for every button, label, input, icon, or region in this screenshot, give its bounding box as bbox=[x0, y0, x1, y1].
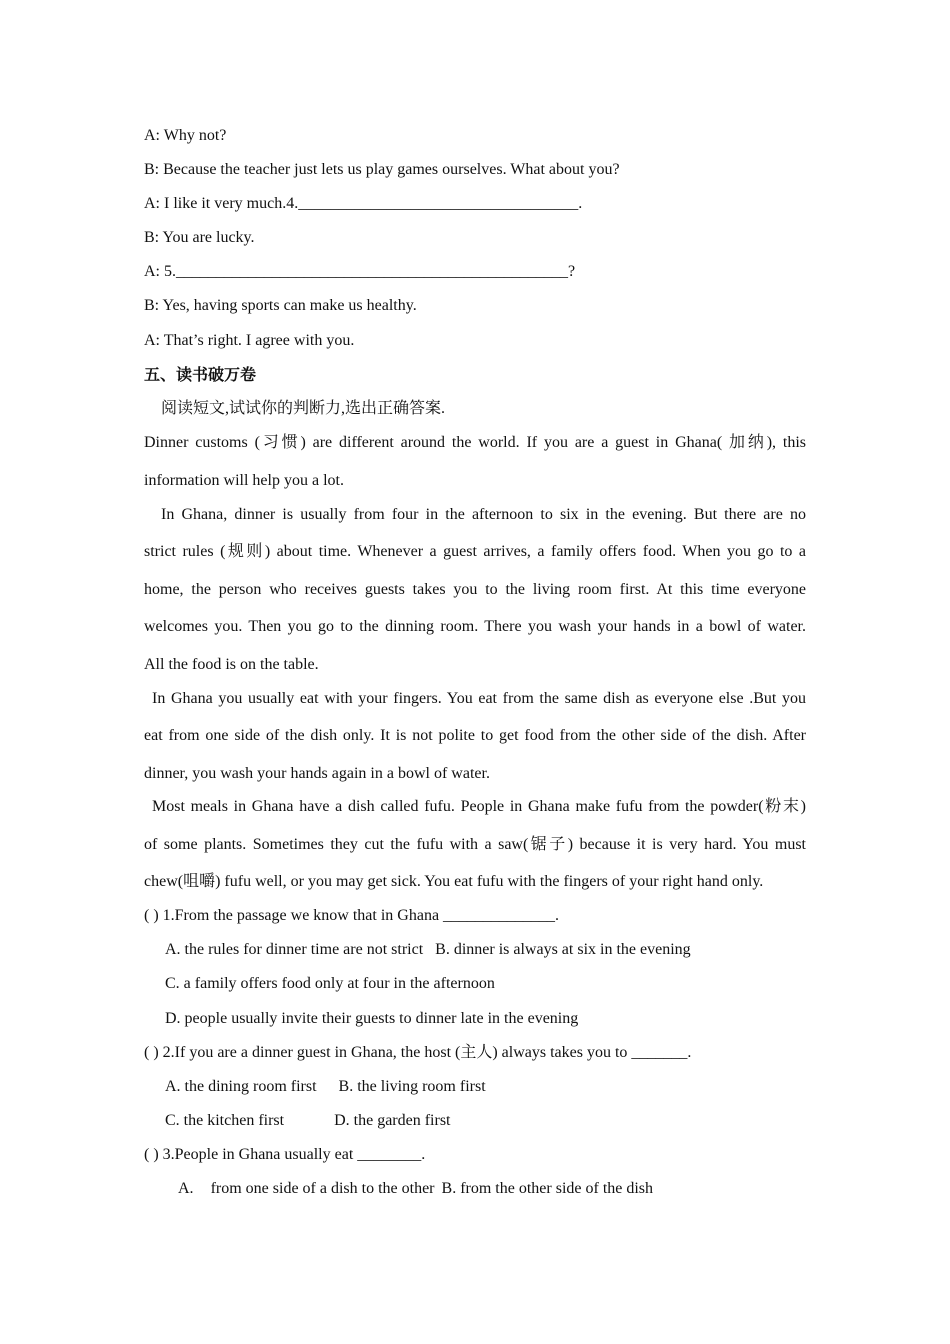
passage-line: of some plants. Sometimes they cut the fufu with a saw(锯子) because it is very hard. You must bbox=[144, 836, 806, 853]
dialogue-line: B: Yes, having sports can make us healthy. bbox=[144, 297, 417, 314]
question-options-row bbox=[178, 1179, 653, 1199]
passage-line: welcomes you. Then you go to the dinning room. There you wash your hands in a bowl of water. bbox=[144, 618, 806, 635]
passage-line: In Ghana you usually eat with your fingers. You eat from the same dish as everyone else .But you bbox=[152, 690, 806, 707]
passage-line: Most meals in Ghana have a dish called fufu. People in Ghana make fufu from the powder(粉末) bbox=[152, 798, 806, 815]
dialogue-line: A: Why not? bbox=[144, 127, 227, 144]
section-instruction: 阅读短文,试试你的判断力,选出正确答案. bbox=[161, 400, 446, 417]
question-options-row bbox=[165, 1111, 451, 1131]
option-c: C. a family offers food only at four in the afternoon bbox=[165, 975, 495, 992]
passage-line: chew(咀嚼) fufu well, or you may get sick. You eat fufu with the fingers of your right hand only. bbox=[144, 873, 764, 890]
passage-line: All the food is on the table. bbox=[144, 656, 319, 673]
dialogue-line: B: Because the teacher just lets us play games ourselves. What about you? bbox=[144, 161, 620, 178]
passage-line: strict rules (规则) about time. Whenever a guest arrives, a family offers food. When you go to a bbox=[144, 543, 806, 560]
option-d: D. the garden first bbox=[334, 1112, 451, 1129]
dialogue-line: B: You are lucky. bbox=[144, 229, 255, 246]
dialogue-line: A: That’s right. I agree with you. bbox=[144, 332, 355, 349]
option-a: from one side of a dish to the other bbox=[210, 1180, 435, 1197]
question-options-row bbox=[165, 1077, 486, 1097]
question-options-row bbox=[165, 940, 691, 960]
section-heading: 五、读书破万卷 bbox=[144, 367, 257, 384]
option-d: D. people usually invite their guests to dinner late in the evening bbox=[165, 1010, 579, 1027]
passage-line: information will help you a lot. bbox=[144, 472, 344, 489]
option-a: A. the dining room first bbox=[165, 1078, 317, 1095]
passage-line: home, the person who receives guests takes you to the living room first. At this time everyone bbox=[144, 581, 806, 598]
question-stem: ( ) 2.If you are a dinner guest in Ghana, the host (主人) always takes you to _______. bbox=[144, 1044, 692, 1061]
option-c: C. the kitchen first bbox=[165, 1112, 285, 1129]
passage-line: dinner, you wash your hands again in a bowl of water. bbox=[144, 765, 490, 782]
question-stem: ( ) 1.From the passage we know that in Ghana ______________. bbox=[144, 907, 560, 924]
option-b: B. from the other side of the dish bbox=[441, 1180, 654, 1197]
passage-line: eat from one side of the dish only. It is not polite to get food from the other side of the dish. After bbox=[144, 727, 806, 744]
option-b: B. dinner is always at six in the evening bbox=[435, 941, 691, 958]
question-stem: ( ) 3.People in Ghana usually eat ________. bbox=[144, 1146, 426, 1163]
dialogue-line: A: I like it very much.4.___________________________________. bbox=[144, 195, 583, 212]
option-a: A. the rules for dinner time are not strict bbox=[165, 941, 424, 958]
option-a-letter: A. bbox=[178, 1180, 194, 1197]
dialogue-line: A: 5._________________________________________________? bbox=[144, 263, 576, 280]
passage-line: Dinner customs (习惯) are different around the world. If you are a guest in Ghana( 加纳), this bbox=[144, 434, 806, 451]
passage-line: In Ghana, dinner is usually from four in the afternoon to six in the evening. But there are no bbox=[161, 506, 806, 523]
option-b: B. the living room first bbox=[338, 1078, 486, 1095]
